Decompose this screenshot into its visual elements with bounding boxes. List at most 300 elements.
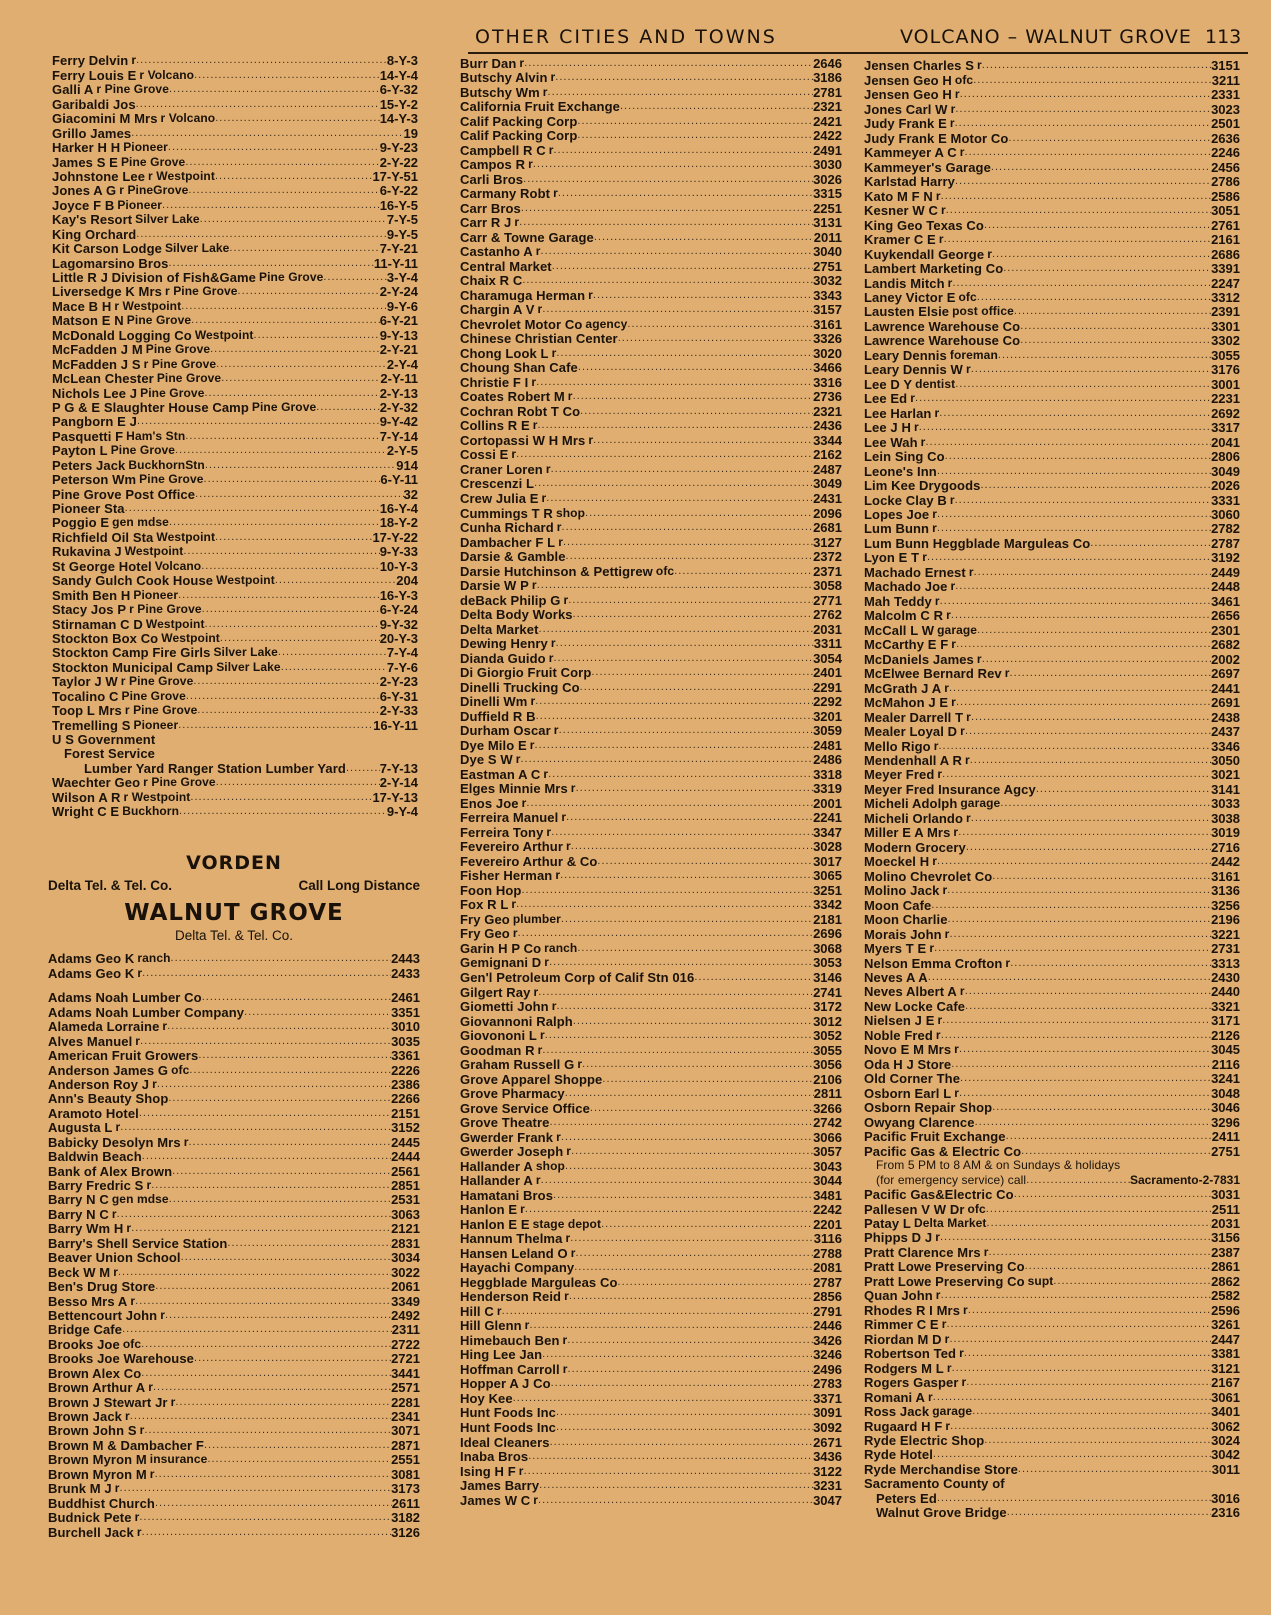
listing-name: Miller E A Mrs (864, 825, 951, 841)
listing-name: Poggio E (52, 516, 110, 531)
leader-dots (965, 999, 1211, 1013)
listing-number: 2031 (1211, 1216, 1240, 1231)
listing-row (864, 117, 1240, 131)
listing-name: Old Corner The (864, 1071, 961, 1087)
leader-dots (960, 1072, 1211, 1086)
leader-dots (513, 1391, 813, 1406)
listing-number: 10-Y-3 (379, 559, 418, 574)
listing-number: 2691 (1211, 695, 1240, 711)
listing-qualifier: post office (952, 304, 1014, 319)
listing-name: Brown Alex Co (48, 1366, 142, 1381)
listing-name: McElwee Bernard Rev (864, 666, 1002, 682)
leader-dots (551, 1377, 813, 1392)
listing-row (460, 375, 842, 390)
leader-dots (548, 767, 813, 782)
leader-dots (949, 1332, 1211, 1346)
listing-number: 3092 (813, 1420, 842, 1435)
listing-number: 3016 (1211, 1491, 1240, 1506)
listing-number: 2026 (1211, 478, 1240, 494)
listing-name: Carli Bros (460, 172, 524, 187)
listing-number: 3313 (1211, 956, 1240, 971)
listing-row (460, 666, 842, 681)
listing-row (460, 782, 842, 797)
listing-row (48, 1207, 420, 1221)
leader-dots (538, 419, 814, 434)
leader-dots (987, 1217, 1212, 1231)
listing-name: Chinese Christian Center (460, 331, 618, 347)
listing-name: Ryde Hotel (864, 1448, 933, 1463)
listing-number: 3047 (813, 1493, 842, 1508)
leader-dots (136, 54, 387, 68)
listing-row (460, 1406, 842, 1421)
listing-number: 2201 (813, 1217, 842, 1232)
listing-row (864, 884, 1240, 898)
listing-name: Liversedge K Mrs (52, 285, 162, 300)
listing-name: Mello Rigo (864, 739, 931, 754)
leader-dots (593, 433, 813, 448)
listing-name: St George Hotel (52, 559, 152, 574)
listing-number: 2246 (1211, 145, 1240, 161)
leader-dots (541, 245, 814, 260)
listing-name: Calif Packing Corp (460, 114, 578, 129)
listing-row (864, 1434, 1240, 1448)
listing-row (864, 146, 1240, 160)
listing-number: 2561 (391, 1164, 420, 1179)
leader-dots (525, 1203, 813, 1218)
listing-name: Rodgers M L (864, 1361, 944, 1376)
listing-name: Owyang Clarence (864, 1115, 975, 1130)
listing-qualifier: r (937, 767, 943, 782)
listing-name: Mealer Loyal D (864, 724, 958, 740)
listing-number: 6-Y-11 (380, 472, 418, 488)
listing-name: Fevereiro Arthur (460, 839, 563, 855)
leader-dots (958, 826, 1211, 840)
listing-name: Chargin A V (460, 302, 535, 318)
listing-column-1-walnut-grove (48, 952, 420, 1540)
listing-name: Fevereiro Arthur & Co (460, 854, 598, 869)
listing-qualifier: r (551, 346, 557, 360)
leader-dots (933, 1448, 1211, 1462)
leader-dots (551, 825, 813, 840)
listing-name: Lum Bunn Heggblade Marguleas Co (864, 536, 1091, 551)
leader-dots (951, 1057, 1212, 1071)
leader-dots (238, 285, 380, 299)
listing-number: 3012 (813, 1014, 842, 1029)
listing-name: Robertson Ted (864, 1346, 957, 1362)
listing-qualifier: r (542, 85, 548, 99)
leader-dots (141, 1366, 391, 1380)
listing-qualifier: Pine Grove (156, 371, 222, 386)
listing-row (460, 1000, 842, 1015)
listing-qualifier: Pioneer (133, 588, 179, 602)
listing-qualifier: r (562, 1362, 568, 1376)
listing-name: Hoffman Carroll (460, 1362, 560, 1377)
listing-name: Lumber Yard Ranger Station Lumber Yard (84, 761, 346, 776)
listing-number: 3066 (813, 1130, 842, 1145)
listing-row (460, 216, 842, 231)
listing-number: 3055 (813, 1043, 842, 1058)
leader-dots (524, 56, 813, 71)
listing-name: Giovononi L (460, 1028, 537, 1044)
listing-name: Molino Chevrolet Co (864, 869, 993, 884)
listing-row (460, 1275, 842, 1290)
leader-dots (535, 738, 814, 753)
listing-number: 2742 (813, 1115, 842, 1131)
listing-qualifier: Silver Lake (164, 241, 230, 256)
leader-dots (548, 85, 814, 100)
listing-name: Buddhist Church (48, 1496, 155, 1511)
listing-qualifier: r (170, 1395, 176, 1409)
listing-row (460, 898, 842, 913)
listing-row (48, 1496, 420, 1510)
listing-name: Stacy Jos P (52, 602, 127, 618)
listing-name: Ising H F (460, 1464, 516, 1479)
listing-qualifier: r (570, 781, 576, 796)
leader-dots (227, 1236, 391, 1250)
listing-name: Barry Fredric S (48, 1178, 144, 1193)
listing-qualifier: Pine Grove (121, 689, 186, 703)
leader-dots (546, 491, 813, 506)
listing-number: 3020 (813, 346, 842, 361)
listing-name: Kesner W C (864, 203, 938, 219)
listing-name: Duffield R B (460, 709, 536, 724)
leader-dots (948, 913, 1212, 927)
listing-qualifier: Pine Grove (120, 155, 186, 169)
listing-qualifier: foreman (949, 348, 998, 362)
listing-number: 3049 (813, 476, 842, 492)
leader-dots (136, 97, 380, 111)
listing-row (460, 230, 842, 245)
listing-name: Lopes Joe (864, 507, 930, 522)
leader-dots (534, 477, 813, 492)
listing-qualifier: r (935, 189, 941, 203)
listing-number: 2041 (1211, 435, 1240, 450)
listing-name: Delta Market (460, 622, 539, 637)
listing-number: 2741 (813, 985, 842, 1000)
listing-row (864, 1419, 1240, 1433)
listing-row (460, 462, 842, 477)
town-sections (48, 850, 420, 946)
listing-qualifier: r (160, 1308, 165, 1322)
listing-name: Carr & Towne Garage (460, 230, 594, 245)
listing-qualifier: r Pine Grove (96, 82, 169, 97)
listing-qualifier: Silver Lake (216, 660, 281, 674)
listing-row (460, 332, 842, 347)
leader-dots (955, 377, 1211, 391)
listing-number: 6-Y-22 (379, 183, 418, 199)
listing-name: Aramoto Hotel (48, 1106, 139, 1121)
listing-qualifier: r (588, 288, 593, 302)
listing-name: Brown Arthur A (48, 1380, 146, 1396)
listing-name: Lee Wah (864, 435, 918, 450)
listing-name: Pacific Gas&Electric Co (864, 1187, 1014, 1203)
listing-row (864, 377, 1240, 391)
listing-name: Walnut Grove Bridge (876, 1505, 1007, 1521)
listing-name: Ben's Drug Store (48, 1279, 156, 1295)
listing-name: Ideal Cleaners (460, 1434, 550, 1450)
listing-number: 3045 (1211, 1042, 1240, 1058)
listing-qualifier: r (531, 578, 537, 593)
listing-row (864, 406, 1240, 420)
leader-dots (537, 579, 813, 594)
listing-row (460, 811, 842, 826)
listing-name: Morais John (864, 927, 942, 942)
listing-number: 6-Y-21 (379, 313, 418, 329)
listing-name: Nielsen J E (864, 1013, 935, 1029)
listing-number: 3044 (813, 1173, 842, 1189)
listing-number: 2445 (391, 1135, 420, 1150)
listing-row (864, 623, 1240, 637)
listing-qualifier: r (515, 752, 521, 767)
listing-row (460, 288, 842, 303)
listing-row (52, 458, 418, 472)
leader-dots (125, 502, 380, 516)
listing-row (52, 170, 418, 184)
leader-dots (977, 291, 1211, 305)
listing-row (460, 390, 842, 405)
listing-qualifier: r (577, 1057, 583, 1072)
leader-dots (582, 1058, 813, 1073)
listing-row (460, 1377, 842, 1392)
listing-qualifier: r (543, 767, 549, 781)
leader-dots (188, 1135, 391, 1149)
leader-dots (968, 1303, 1211, 1317)
listing-name: Moon Charlie (864, 912, 948, 928)
listing-row (460, 317, 842, 332)
listing-row (48, 1424, 420, 1438)
leader-dots (956, 696, 1211, 710)
listing-row (864, 1448, 1240, 1462)
listing-qualifier: Pioneer (123, 140, 168, 155)
listing-number: 3055 (1211, 348, 1240, 363)
listing-row (460, 187, 842, 202)
listing-qualifier: r (920, 435, 926, 449)
leader-dots (980, 479, 1211, 493)
listing-qualifier: ofc (171, 1063, 190, 1077)
listing-number: 2-Y-13 (379, 386, 418, 401)
listing-number: 3261 (1211, 1317, 1240, 1333)
listing-name: Delta Body Works (460, 607, 573, 623)
listing-qualifier: r (152, 1077, 157, 1091)
listing-qualifier: r (561, 810, 567, 825)
listing-name: Campos R (460, 157, 526, 173)
listing-qualifier: Delta Market (913, 1216, 987, 1230)
listing-row (460, 608, 842, 623)
listing-number: 3182 (391, 1510, 420, 1526)
listing-row (52, 805, 418, 819)
listing-qualifier: r (162, 1019, 168, 1034)
leader-dots (1010, 667, 1212, 681)
listing-name: Rogers Gasper (864, 1375, 959, 1391)
listing-name: Pasquetti F (52, 429, 124, 444)
leader-dots (528, 1450, 813, 1465)
listing-row (864, 218, 1240, 232)
listing-qualifier: r (544, 955, 550, 970)
listing-number: 2167 (1211, 1375, 1240, 1391)
listing-name: Carr R J (460, 215, 512, 231)
listing-row (864, 363, 1240, 377)
leader-dots (965, 985, 1211, 999)
listing-qualifier: BuckhornStn (128, 458, 205, 472)
listing-qualifier: r (136, 1525, 142, 1539)
listing-number: 3176 (1211, 362, 1240, 378)
leader-dots (694, 970, 813, 985)
listing-row (52, 574, 418, 588)
leader-dots (195, 487, 403, 501)
listing-number: 3401 (1211, 1404, 1240, 1420)
leader-dots (991, 160, 1211, 174)
listing-name: Budnick Pete (48, 1510, 132, 1526)
listing-row (460, 1145, 842, 1160)
listing-row (864, 73, 1240, 87)
listing-row (460, 651, 842, 666)
listing-qualifier: r (556, 520, 562, 535)
listing-name: Kay's Resort (52, 212, 133, 228)
listing-row (864, 898, 1240, 912)
listing-name: Kuykendall George (864, 247, 985, 262)
leader-dots (142, 966, 391, 980)
listing-row (460, 1101, 842, 1116)
listing-number: 2761 (1211, 218, 1240, 233)
listing-qualifier: r (563, 593, 569, 607)
leader-dots (955, 117, 1211, 131)
listing-qualifier: r PineGrove (119, 183, 189, 198)
listing-number: 3344 (813, 433, 842, 448)
leader-dots (539, 622, 814, 637)
listing-row (864, 88, 1240, 102)
listing-number: 3042 (1211, 1448, 1240, 1463)
listing-row (52, 516, 418, 530)
listing-number: 6-Y-24 (379, 602, 418, 618)
running-header-right: VOLCANO – WALNUT GROVE (900, 26, 1192, 48)
leader-dots (937, 522, 1211, 536)
leader-dots (556, 637, 814, 652)
listing-name: Burchell Jack (48, 1525, 134, 1540)
listing-row (864, 160, 1240, 174)
listing-number: 2696 (813, 926, 842, 942)
listing-qualifier: r (149, 1467, 155, 1481)
listing-number: 3028 (813, 839, 842, 855)
listing-qualifier: ofc (954, 73, 974, 87)
listing-row (52, 141, 418, 155)
listing-row (864, 1245, 1240, 1259)
listing-row (864, 464, 1240, 478)
listing-column-1 (52, 54, 418, 819)
listing-name: Butschy Wm (460, 85, 540, 100)
listing-name: Dinelli Trucking Co (460, 680, 580, 695)
leader-dots (185, 429, 379, 443)
leader-dots (966, 840, 1211, 854)
listing-number: 3048 (1211, 1086, 1240, 1101)
leader-dots (131, 126, 403, 140)
listing-row (864, 1014, 1240, 1028)
leader-dots (567, 1333, 813, 1348)
listing-number: 3346 (1211, 739, 1240, 754)
listing-name: Rukavina J (52, 544, 122, 560)
listing-name: Garin H P Co (460, 941, 542, 956)
listing-name: Gen'l Petroleum Corp of Calif Stn 016 (460, 970, 695, 985)
listing-row (864, 1477, 1240, 1491)
listing-name: Stockton Camp Fire Girls (52, 645, 211, 661)
listing-number: 3043 (813, 1159, 842, 1174)
listing-number: 3038 (1211, 811, 1240, 826)
listing-name: Hoy Kee (460, 1391, 513, 1406)
leader-dots (542, 303, 813, 318)
listing-row (864, 840, 1240, 854)
listing-row (48, 1236, 420, 1250)
leader-dots (202, 991, 391, 1005)
listing-name: Rugaard H F (864, 1419, 943, 1434)
listing-row (460, 956, 842, 971)
listing-qualifier: r Pine Grove (143, 775, 216, 790)
leader-dots (198, 1049, 391, 1063)
listing-row (460, 303, 842, 318)
listing-row (460, 404, 842, 419)
leader-dots (554, 143, 814, 158)
listing-name: Barry N C (48, 1193, 109, 1208)
leader-dots (627, 317, 813, 332)
listing-qualifier: r Pine Grove (129, 602, 202, 617)
listing-name: Landis Mitch (864, 276, 945, 291)
listing-number: 3021 (1211, 767, 1240, 783)
leader-dots (986, 1202, 1212, 1216)
listing-qualifier: r (951, 695, 956, 710)
listing-row (460, 1188, 842, 1203)
listing-name: Heggblade Marguleas Co (460, 1275, 618, 1290)
listing-number: 3126 (391, 1525, 420, 1540)
listing-row (460, 941, 842, 956)
running-header-left: OTHER CITIES AND TOWNS (475, 26, 777, 48)
listing-number: 3065 (813, 868, 842, 884)
listing-qualifier: r (922, 550, 927, 565)
listing-name: Himebauch Ben (460, 1333, 560, 1348)
listing-name: Mace B H (52, 299, 112, 314)
listing-row (460, 448, 842, 463)
listing-name: Judy Frank E (864, 116, 947, 132)
listing-number: 3054 (813, 651, 842, 666)
listing-qualifier: r (521, 796, 527, 810)
leader-dots (939, 406, 1211, 420)
leader-dots (120, 1121, 391, 1135)
listing-number: 2787 (813, 1275, 842, 1290)
listing-number: 2341 (391, 1409, 420, 1424)
listing-number: 3342 (813, 897, 842, 913)
leader-dots (136, 227, 387, 241)
listing-number: 17-Y-22 (372, 530, 418, 545)
listing-name: Barry's Shell Service Station (48, 1236, 228, 1251)
listing-name: Mealer Darrell T (864, 710, 964, 725)
listing-qualifier: r (951, 637, 957, 652)
listing-number: 3231 (813, 1478, 842, 1494)
leader-dots (215, 530, 372, 544)
listing-number: 2762 (813, 607, 842, 623)
listing-name: Hing Lee Jan (460, 1347, 543, 1363)
listing-number: 204 (396, 573, 418, 589)
listing-name: Smith Ben H (52, 588, 131, 603)
listing-qualifier: r (511, 897, 517, 912)
listing-number: 2781 (813, 85, 842, 100)
listing-number: Sacramento-2-7831 (1129, 1173, 1240, 1187)
listing-row (460, 259, 842, 274)
listing-name: Burr Dan (460, 56, 517, 71)
listing-number: 32 (403, 487, 418, 502)
leader-dots (618, 1275, 814, 1290)
listing-name: Ross Jack (864, 1404, 930, 1420)
listing-qualifier: r (935, 1028, 941, 1042)
listing-name: McDaniels James (864, 652, 974, 667)
listing-row (460, 1333, 842, 1348)
leader-dots (946, 1318, 1211, 1332)
